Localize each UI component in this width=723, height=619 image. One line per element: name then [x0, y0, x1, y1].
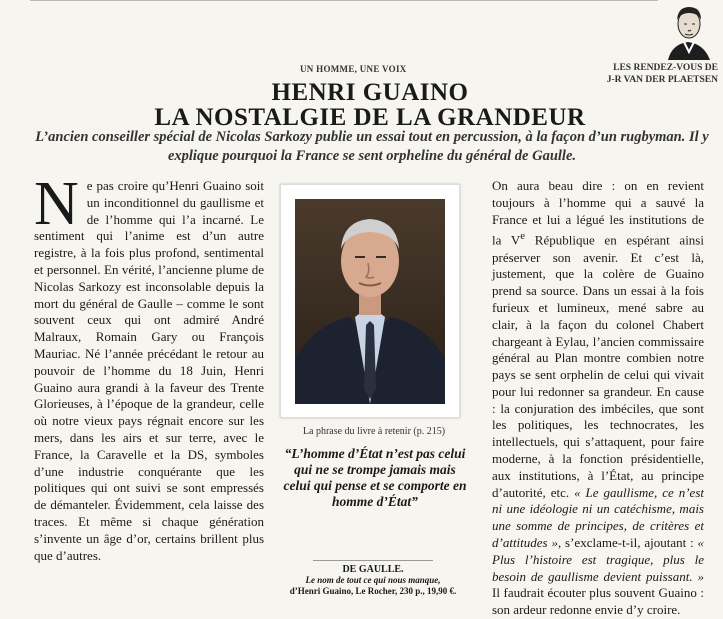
- body-right-quote-1: « Le gaullisme, ce n’est ni une idéologie ni un catéchisme, mais une somme de principes, de critères et d’attitudes »: [492, 484, 704, 551]
- body-right-superscript: e: [520, 230, 526, 243]
- sidebar-caption: La phrase du livre à retenir (p. 215): [302, 426, 446, 437]
- body-column-right: [492, 178, 704, 619]
- rendezvous-line1: LES RENDEZ-VOUS DE: [613, 63, 718, 73]
- book-info: [264, 560, 482, 597]
- section-kicker: UN HOMME, UNE VOIX: [300, 64, 407, 74]
- drop-cap: N: [34, 170, 79, 238]
- book-title: DE GAULLE.: [342, 564, 404, 575]
- article-headline: [30, 80, 710, 130]
- headline-line1: HENRI GUAINO: [271, 79, 469, 106]
- rendezvous-line2: J-R VAN DER PLAETSEN: [606, 75, 718, 85]
- body-right-quote-2: « Plus l’histoire est tragique, plus le besoin de gaullisme devient puissant. »: [492, 535, 704, 584]
- henri-guaino-photo: [295, 199, 445, 404]
- body-right-text-3: , s’exclame-t-il, ajoutant :: [557, 535, 698, 551]
- photo-frame: [280, 184, 460, 418]
- book-subtitle: Le nom de tout ce qui nous manque,: [305, 575, 441, 585]
- book-publisher: d’Henri Guaino, Le Rocher, 230 p., 19,90 €.: [289, 586, 457, 596]
- author-portrait-illustration: [658, 2, 718, 60]
- body-column-left: [34, 170, 264, 564]
- article-standfirst: L’ancien conseiller spécial de Nicolas Sarkozy publie un essai tout en percussion, à la façon d’un rugbyman. Il y explique pourquoi la France se sent orpheline du général de Gaulle.: [35, 129, 709, 164]
- book-info-rule: [313, 560, 433, 561]
- body-right-text-1: On aura beau dire : on en revient toujours à l’homme qui a sauvé la France et lui a légué les institutions de la V: [492, 178, 704, 248]
- body-right-text-4: Il faudrait écouter plus souvent Guaino : son ardeur redonne envie d’y croire.: [492, 585, 704, 618]
- headline-line2: LA NOSTALGIE DE LA GRANDEUR: [154, 104, 586, 131]
- top-rule: [30, 0, 658, 1]
- body-right-text-2: République en espérant ainsi préserver son avenir. Et c’est là, justement, que la colère de Guaino prend sa source. Dans un essai à la fois furieux et lumineux, mené sabre au clair, à la façon du colonel Chabert chargeant à Eylau, l’ancien commissaire général au Plan montre combien notre pays se sent orphelin de celui qui vivait pour lui redonner sa grandeur. En cause : la conjuration des imbéciles, que sont les politiques, les technocrates, les intellectuels, qui s’attaquent, pour faire moderne, à la fonction présidentielle, aux institutions, à l’État, au principe d’autorité, etc.: [492, 232, 704, 500]
- body-left-text: e pas croire qu’Henri Guaino soit un inconditionnel du gaullisme et de l’homme qui l’a incarné. Le sentiment qui l’anime est d’un autre registre, à la fois plus profond, sentimental et personnel. En vérité, l’ancienne plume de Nicolas Sarkozy est inconsolable depuis la mort du général de Gaulle – comme le sont souvent ceux qui ont admiré André Malraux, Romain Gary ou François Mauriac. Né l’année précédant le retour au pouvoir de l’homme du 18 Juin, Henri Guaino aura grandi à la faveur des Trente Glorieuses, à l’époque de la grandeur, celle où notre vieux pays régnait encore sur les mers, dans les airs et sur terre, avec le France, la Caravelle et la DS, symboles d’une industrie conquérante que les politiques qui ont suivi se sont empressés de démanteler. Évidemment, cela laisse des traces. Et même si chaque génération s’invente un âge d’or, certains brillent plus que d’autres.: [34, 178, 264, 563]
- pull-quote: “L’homme d’État n’est pas celui qui ne se trompe jamais mais celui qui pense et se comporte en homme d’État”: [283, 446, 467, 509]
